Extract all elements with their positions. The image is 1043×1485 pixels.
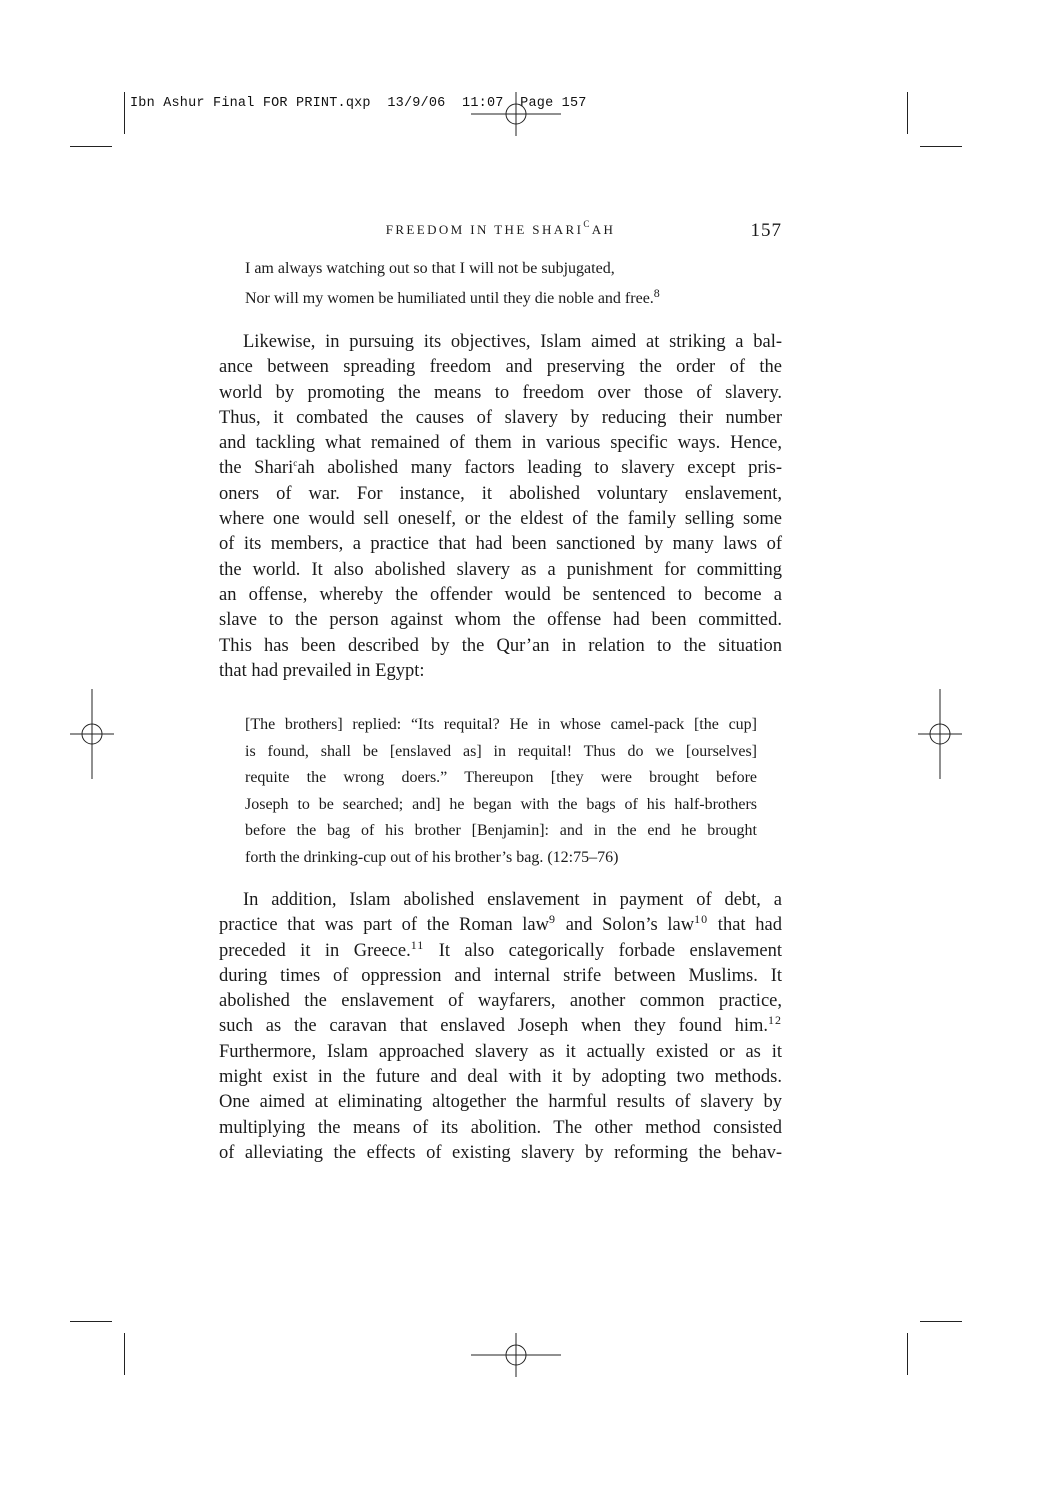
text-fragment: ah abolished many factors leading to slavery except pris- <box>297 458 782 479</box>
crop-mark-top-right-vertical <box>907 92 908 134</box>
text-line: Likewise, in pursuing its objectives, Islam aimed at striking a bal- <box>243 332 782 352</box>
quote-line: [The brothers] replied: “Its requital? He in whose camel-pack [the cup] <box>245 716 757 733</box>
text-line <box>219 913 782 938</box>
text-line: world by promoting the means to freedom over those of slavery. <box>219 382 782 403</box>
text-line: and tackling what remained of them in various specific ways. Hence, <box>219 433 782 454</box>
registration-mark-bottom-icon <box>471 1333 561 1377</box>
text-line: oners of war. For instance, it abolished voluntary enslavement, <box>219 483 782 504</box>
text-line: ance between spreading freedom and preserving the order of the <box>219 357 782 378</box>
quote-line: requite the wrong doers.” Thereupon [they were brought before <box>245 769 757 786</box>
crop-mark-bottom-left-horizontal <box>70 1321 112 1322</box>
crop-mark-bottom-left-vertical <box>124 1333 125 1375</box>
text-line <box>219 456 782 481</box>
ayn-mark: c <box>293 458 298 469</box>
verse-line: I am always watching out so that I will not be subjugated, <box>245 260 615 277</box>
verse-line-text: Nor will my women be humiliated until they die noble and free. <box>245 290 654 307</box>
body-paragraph-1 <box>219 330 782 684</box>
body-paragraph-2 <box>219 888 782 1166</box>
text-line: Thus, it combated the causes of slavery by reducing their number <box>219 407 782 428</box>
text-line: This has been described by the Qur’an in relation to the situation <box>219 635 782 656</box>
verse-block <box>245 256 765 311</box>
footnote-ref: 9 <box>549 912 556 927</box>
footnote-ref: 8 <box>653 286 660 300</box>
crop-mark-top-left-vertical <box>124 92 125 134</box>
text-fragment: such as the caravan that enslaved Joseph when they found him. <box>219 1016 768 1037</box>
text-line: during times of oppression and internal strife between Muslims. It <box>219 965 782 986</box>
print-slug-line: Ibn Ashur Final FOR PRINT.qxp 13/9/06 11:07 Page 157 <box>130 96 587 111</box>
crop-mark-bottom-right-vertical <box>907 1333 908 1375</box>
running-head <box>219 219 782 238</box>
text-fragment: that had <box>708 915 782 936</box>
quote-line: Joseph to be searched; and] he began with the bags of his half-brothers <box>245 795 757 813</box>
text-line: the world. It also abolished slavery as a punishment for committing <box>219 559 782 580</box>
quote-line: is found, shall be [enslaved as] in requital! Thus do we [ourselves] <box>245 742 757 760</box>
quote-line: before the bag of his brother [Benjamin]: and in the end he brought <box>245 822 757 839</box>
text-fragment: It also categorically forbade enslavement <box>424 940 782 961</box>
text-line: where one would sell oneself, or the eldest of the family selling some <box>219 509 782 530</box>
footnote-ref: 11 <box>410 937 425 952</box>
text-fragment: and Solon’s law <box>556 915 695 936</box>
text-fragment: the Shari <box>219 458 294 479</box>
registration-mark-top-icon <box>471 92 561 136</box>
text-line: One aimed at eliminating altogether the harmful results of slavery by <box>219 1092 782 1113</box>
crop-mark-top-right-horizontal <box>920 146 962 147</box>
page-number: 157 <box>750 220 782 241</box>
running-head-part1: FREEDOM IN THE SHARI <box>385 222 584 237</box>
text-line: that had prevailed in Egypt: <box>219 660 425 681</box>
text-fragment: practice that was part of the Roman law <box>219 915 549 936</box>
ayn-mark: C <box>583 219 592 229</box>
crop-mark-bottom-right-horizontal <box>920 1321 962 1322</box>
text-line: In addition, Islam abolished enslavement in payment of debt, a <box>243 890 782 910</box>
page-header <box>219 220 782 246</box>
text-fragment: preceded it in Greece. <box>219 940 411 961</box>
text-line: slave to the person against whom the offense had been committed. <box>219 610 782 631</box>
text-line: multiplying the means of its abolition. The other method consisted <box>219 1117 782 1138</box>
text-line: of its members, a practice that had been sanctioned by many laws of <box>219 534 782 555</box>
crop-mark-top-left-horizontal <box>70 146 112 147</box>
registration-mark-left-icon <box>70 689 114 779</box>
footnote-ref: 10 <box>694 912 709 927</box>
registration-mark-right-icon <box>918 689 962 779</box>
quote-line: forth the drinking-cup out of his brother’s bag. (12:75–76) <box>245 848 619 866</box>
footnote-ref: 12 <box>768 1013 782 1028</box>
text-line: of alleviating the effects of existing slavery by reforming the behav- <box>219 1142 782 1163</box>
block-quote <box>245 712 757 871</box>
text-line <box>219 1014 782 1039</box>
text-line: abolished the enslavement of wayfarers, another common practice, <box>219 991 782 1012</box>
text-line <box>219 939 782 964</box>
text-line: might exist in the future and deal with it by adopting two methods. <box>219 1067 782 1088</box>
verse-line <box>245 281 765 311</box>
text-line: an offense, whereby the offender would be sentenced to become a <box>219 584 782 605</box>
running-head-part2: AH <box>591 222 616 237</box>
text-line: Furthermore, Islam approached slavery as it actually existed or as it <box>219 1041 782 1062</box>
